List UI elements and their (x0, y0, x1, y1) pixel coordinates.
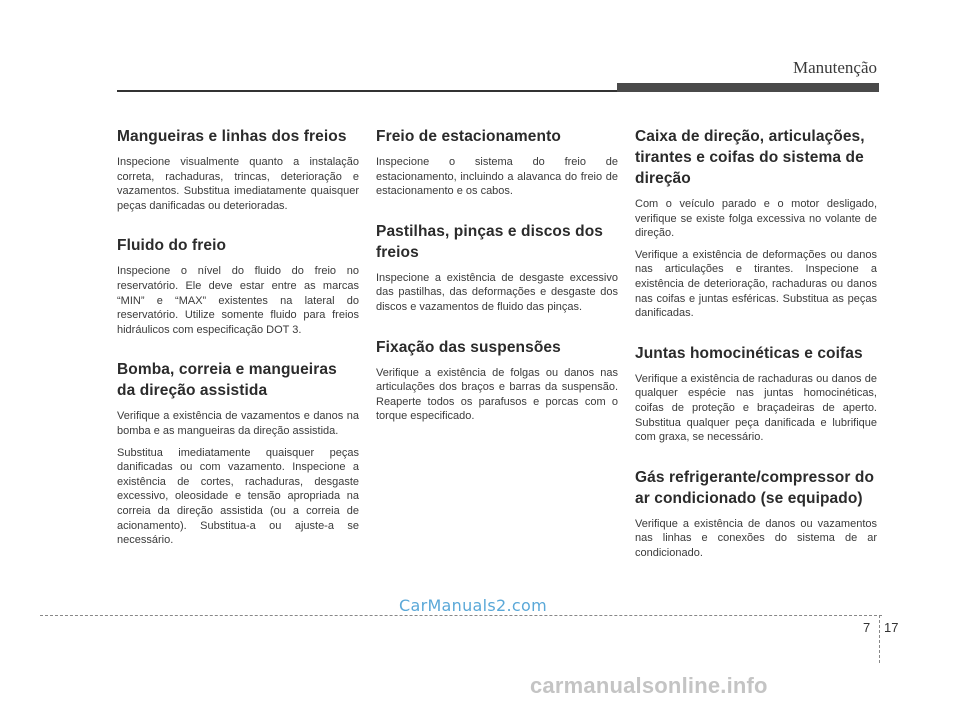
header-rule-thin (117, 90, 617, 92)
paragraph: Verifique a existência de deformações ou danos nas articulações e tirantes. Inspecione a existência de deterioração, rachaduras ou danos nas coifas e juntas esféricas. Substitua as peças danificadas. (635, 248, 877, 320)
paragraph: Verifique a existência de danos ou vazamentos nas linhas e conexões do sistema de ar condicionado. (635, 517, 877, 559)
section-ac-refrigerant (635, 467, 877, 561)
heading-steering-gear: Caixa de direção, articulações, tirantes e coifas do sistema de direção (635, 128, 865, 187)
paragraph: Substitua imediatamente quaisquer peças danificadas ou com vazamento. Inspecione a existência de cortes, rachaduras, desgaste excessivo, oleosidade e tensão apropriada na correia da direção assistida (ou a correia de acionamento). Substitua-a ou ajuste-a se necessário. (117, 446, 359, 547)
paragraph: Verifique a existência de vazamentos e danos na bomba e as mangueiras da direção assistida. (117, 410, 359, 437)
heading-brake-hoses: Mangueiras e linhas dos freios (117, 128, 347, 145)
section-parking-brake (376, 126, 618, 199)
header-rule-thick (617, 83, 879, 92)
section-steering-gear (635, 126, 877, 321)
watermark-link[interactable]: CarManuals2.com (399, 596, 547, 615)
column-3 (635, 126, 877, 583)
paragraph: Com o veículo parado e o motor desligado, verifique se existe folga excessiva no volante de direção. (635, 198, 877, 240)
paragraph: Inspecione a existência de desgaste excessivo das pastilhas, das deformações e desgaste dos discos e vazamentos de fluido das pinças. (376, 271, 618, 313)
section-cv-joints (635, 343, 877, 445)
page-number: 17 (884, 620, 899, 635)
footer-vertical-divider (879, 615, 880, 663)
heading-brake-fluid: Fluido do freio (117, 237, 227, 255)
heading-cv-joints: Juntas homocinéticas e coifas (635, 344, 863, 362)
paragraph: Inspecione o sistema do freio de estacionamento, incluindo a alavanca do freio de estacionamento e os cabos. (376, 156, 618, 198)
paragraph: Inspecione o nível do fluido do freio no reservatório. Ele deve estar entre as marcas “MIN” e “MAX” existentes na lateral do reservatório. Utilize somente fluido para freios hidráulicos com especificação DOT 3. (117, 265, 359, 336)
column-2 (376, 126, 618, 446)
heading-suspension-mounting: Fixação das suspensões (376, 338, 561, 356)
heading-brake-pads: Pastilhas, pinças e discos dos freios (376, 222, 603, 261)
paragraph: Inspecione visualmente quanto a instalação correta, rachaduras, trincas, deterioração e vazamentos. Substitua imediatamente quaisquer peças danificadas ou deterioradas. (117, 156, 359, 212)
section-brake-pads (376, 221, 618, 315)
heading-ac-refrigerant: Gás refrigerante/compressor do ar condicionado (se equipado) (635, 468, 875, 507)
section-power-steering (117, 359, 359, 547)
paragraph: Verifique a existência de folgas ou danos nas articulações dos braços e barras da suspensão. Reaperte todos os parafusos e porcas com o torque especificado. (376, 366, 618, 423)
bottom-watermark: carmanualsonline.info (530, 673, 768, 698)
column-1 (117, 126, 359, 570)
section-brake-hoses (117, 126, 359, 213)
section-suspension-mounting (376, 337, 618, 424)
chapter-number: 7 (863, 620, 871, 635)
footer-divider (40, 615, 882, 616)
paragraph: Verifique a existência de rachaduras ou danos de qualquer espécie nas juntas homocinéticas, coifas de proteção e braçadeiras de aperto. Substitua qualquer peça danificada e lubrifique com graxa, se necessário. (635, 372, 877, 444)
heading-parking-brake: Freio de estacionamento (376, 128, 561, 145)
section-title: Manutenção (792, 58, 877, 77)
heading-power-steering: Bomba, correia e mangueiras da direção assistida (117, 361, 337, 400)
section-brake-fluid (117, 235, 359, 337)
